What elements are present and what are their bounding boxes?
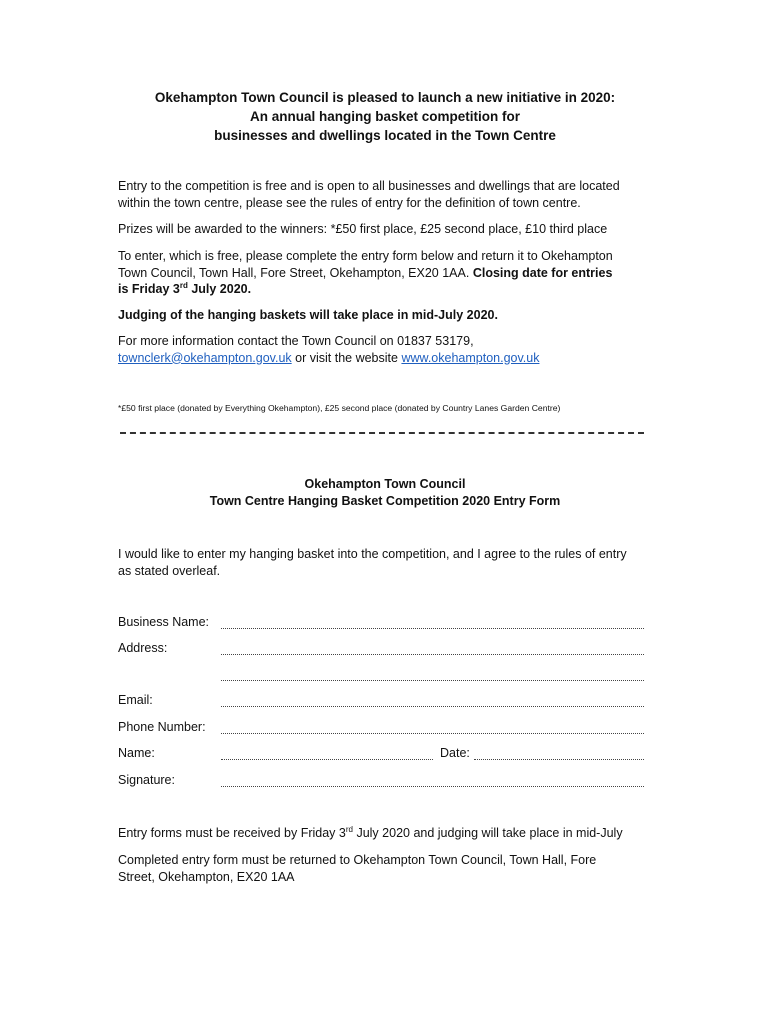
agreement-paragraph xyxy=(118,546,658,580)
business-name-field[interactable] xyxy=(118,615,644,633)
return-line-2: Street, Okehampton, EX20 1AA xyxy=(118,869,295,884)
address-field-line-2[interactable] xyxy=(118,667,644,685)
phone-label: Phone Number: xyxy=(118,720,206,734)
entry-form-title xyxy=(60,476,710,510)
address-field[interactable] xyxy=(118,641,644,659)
closing-date-label: Closing date for entries xyxy=(472,265,613,280)
enter-line-1: To enter, which is free, please complete the entry form below and return it to Okehampton xyxy=(118,249,613,263)
signature-field[interactable] xyxy=(118,773,644,791)
signature-label: Signature: xyxy=(118,773,175,787)
email-label: Email: xyxy=(118,693,153,707)
more-info-paragraph xyxy=(118,333,658,366)
closing-note-ordinal: rd xyxy=(345,825,353,834)
enter-line-2 xyxy=(118,265,658,282)
address-dotted-line-1[interactable] xyxy=(221,654,644,655)
email-link[interactable]: townclerk@okehampton.gov.uk xyxy=(118,350,292,365)
agreement-line-2: as stated overleaf. xyxy=(118,564,221,578)
header-line-1: Okehampton Town Council is pleased to launch a new initiative in 2020: xyxy=(154,90,616,105)
date-label: Date: xyxy=(440,746,470,760)
header-line-3: businesses and dwellings located in the Town Centre xyxy=(214,128,556,143)
judging-paragraph xyxy=(118,307,658,324)
info-connector-text: or visit the website xyxy=(291,350,402,365)
business-name-label: Business Name: xyxy=(118,615,210,629)
form-title-line-2: Town Centre Hanging Basket Competition 2020 Entry Form xyxy=(209,494,561,508)
address-dotted-line-2[interactable] xyxy=(221,680,644,681)
eligibility-paragraph xyxy=(118,178,658,211)
eligibility-line-2: within the town centre, please see the rules of entry for the definition of town centre. xyxy=(118,195,581,210)
business-name-dotted-line[interactable] xyxy=(221,628,644,629)
prizes-paragraph xyxy=(118,221,658,238)
address-label: Address: xyxy=(118,641,168,655)
agreement-line-1: I would like to enter my hanging basket into the competition, and I agree to the rules of entry xyxy=(118,547,627,561)
ordinal-suffix: rd xyxy=(179,281,188,290)
return-instructions xyxy=(118,852,658,885)
email-dotted-line[interactable] xyxy=(221,706,644,707)
prize-donors-footnote: *£50 first place (donated by Everything Okehampton), £25 second place (donated by Country Lanes Garden Centre) xyxy=(118,403,561,413)
enter-address-text: Town Council, Town Hall, Fore Street, Okehampton, EX20 1AA. xyxy=(118,265,473,280)
name-dotted-line[interactable] xyxy=(221,759,433,760)
announcement-header xyxy=(60,88,710,145)
name-label: Name: xyxy=(118,746,155,760)
how-to-enter-paragraph xyxy=(118,248,658,298)
signature-dotted-line[interactable] xyxy=(221,786,644,787)
closing-date-text: is Friday 3 xyxy=(118,282,180,296)
name-date-field[interactable] xyxy=(118,746,644,764)
form-title-line-1: Okehampton Town Council xyxy=(304,477,466,491)
cut-here-divider xyxy=(120,432,644,434)
judging-text: Judging of the hanging baskets will take place in mid-July 2020. xyxy=(118,308,498,322)
return-line-1: Completed entry form must be returned to Okehampton Town Council, Town Hall, Fore xyxy=(118,853,597,867)
phone-dotted-line[interactable] xyxy=(221,733,644,734)
closing-date-month: July 2020. xyxy=(187,282,252,296)
date-dotted-line[interactable] xyxy=(474,759,644,760)
email-field[interactable] xyxy=(118,693,644,711)
enter-line-3 xyxy=(118,281,658,298)
closing-note xyxy=(118,825,658,842)
info-line-2 xyxy=(118,350,658,367)
phone-field[interactable] xyxy=(118,720,644,738)
header-line-2: An annual hanging basket competition for xyxy=(249,109,520,124)
closing-note-b: July 2020 and judging will take place in mid-July xyxy=(352,826,623,840)
prizes-text: Prizes will be awarded to the winners: *£50 first place, £25 second place, £10 third place xyxy=(118,222,608,236)
eligibility-line-1: Entry to the competition is free and is open to all businesses and dwellings that are located xyxy=(118,179,620,193)
closing-note-text xyxy=(118,825,658,842)
website-link[interactable]: www.okehampton.gov.uk xyxy=(401,350,540,365)
closing-note-a: Entry forms must be received by Friday 3 xyxy=(118,826,346,840)
info-line-1: For more information contact the Town Council on 01837 53179, xyxy=(118,334,474,348)
